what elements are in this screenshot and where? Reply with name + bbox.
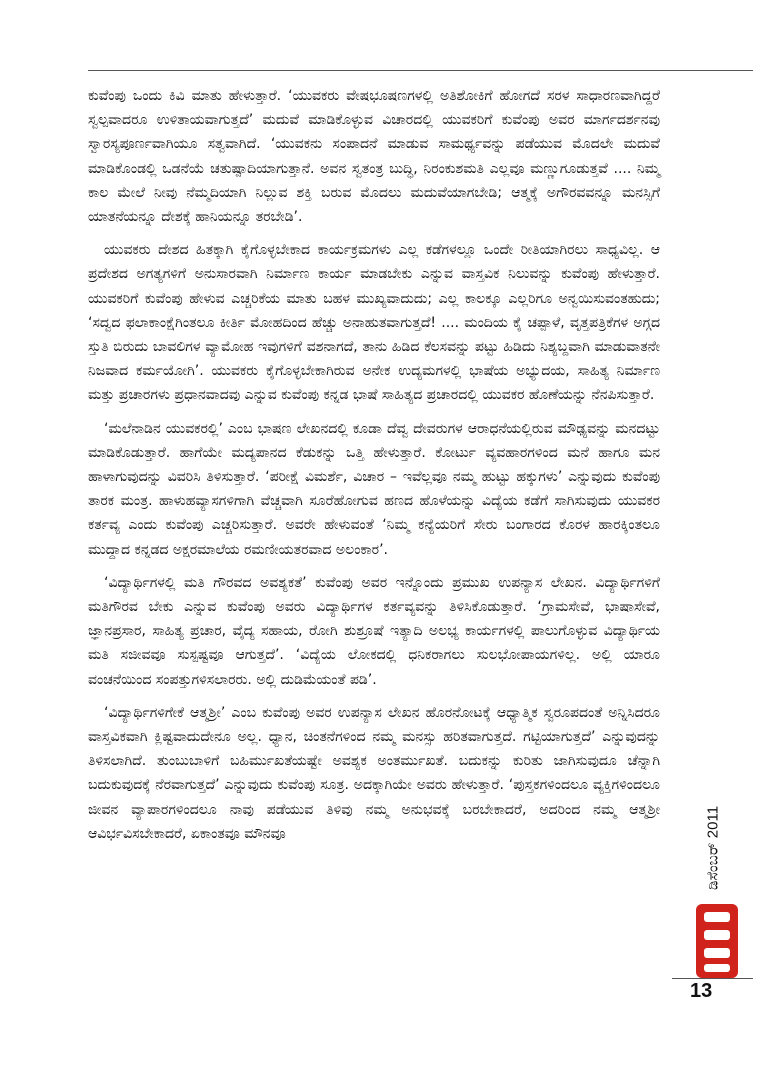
footer-rule — [672, 978, 753, 979]
paragraph-1: ಕುವೆಂಪು ಒಂದು ಕಿವಿ ಮಾತು ಹೇಳುತ್ತಾರೆ. ‘ಯುವಕರು ವೇಷಭೂಷಣಗಳಲ್ಲಿ ಅತಿಶೋಕಿಗೆ ಹೋಗದೆ ಸರಳ ಸಾಧಾರಣವಾಗಿದ್ದರೆ ಸ್ವಲ್ಪವಾದರೂ ಉಳಿತಾಯವಾಗುತ್ತದೆ’ ಮದುವೆ ಮಾಡಿಕೊಳ್ಳುವ ವಿಚಾರದಲ್ಲಿ ಯುವಕರಿಗೆ ಕುವೆಂಪು ಅವರ ಮಾರ್ಗದರ್ಶನವು ಸ್ವಾರಸ್ಯಪೂರ್ಣವಾಗಿಯೂ ಸತ್ವವಾಗಿದೆ. ‘ಯುವಕನು ಸಂಪಾದನೆ ಮಾಡುವ ಸಾಮರ್ಥ್ಯವನ್ನು ಪಡೆಯುವ ಮೊದಲೇ ಮದುವೆ ಮಾಡಿಕೊಂಡಲ್ಲಿ ಒಡನೆಯೆ ಚತುಷ್ಪಾದಿಯಾಗುತ್ತಾನೆ. ಅವನ ಸ್ವತಂತ್ರ ಬುದ್ಧಿ, ನಿರಂಕುಶಮತಿ ಎಲ್ಲವೂ ಮಣ್ಣುಗೂಡುತ್ತವೆ .... ನಿಮ್ಮ ಕಾಲ ಮೇಲೆ ನೀವು ನೆಮ್ಮದಿಯಾಗಿ ನಿಲ್ಲುವ ಶಕ್ತಿ ಬರುವ ಮೊದಲು ಮದುವೆಯಾಗಬೇಡಿ; ಆತ್ಮಕ್ಕೆ ಅಗೌರವವನ್ನೂ ಮನಸ್ಸಿಗೆ ಯಾತನೆಯನ್ನೂ ದೇಶಕ್ಕೆ ಹಾನಿಯನ್ನೂ ತರಬೇಡಿ’. — [88, 88, 660, 226]
masthead-logo-icon — [688, 902, 746, 982]
article-body — [88, 84, 660, 855]
issue-date: ಡಿಸೆಂಬರ್ 2011 — [704, 805, 722, 890]
masthead-logo — [688, 902, 746, 982]
masthead-text: ಮಯೂರ — [702, 939, 732, 949]
paragraph-5: ‘ವಿದ್ಯಾರ್ಥಿಗಳಿಗೇಕೆ ಆತ್ಮಶ್ರೀ’ ಎಂಬ ಕುವೆಂಪು ಅವರ ಉಪನ್ಯಾಸ ಲೇಖನ ಹೊರನೋಟಕ್ಕೆ ಆಧ್ಯಾತ್ಮಿಕ ಸ್ವರೂಪದಂತೆ ಅನ್ನಿಸಿದರೂ ವಾಸ್ತವಿಕವಾಗಿ ಕ್ಲಿಷ್ಟವಾದುದೇನೂ ಅಲ್ಲ. ಧ್ಯಾನ, ಚಿಂತನೆಗಳಿಂದ ನಮ್ಮ ಮನಸ್ಸು ಹರಿತವಾಗುತ್ತದೆ. ಗಟ್ಟಿಯಾಗುತ್ತದೆ’ ಎನ್ನುವುದನ್ನು ತಿಳಿಸಲಾಗಿದೆ. ತುಂಬುಬಾಳಿಗೆ ಬಹಿರ್ಮುಖತೆಯಷ್ಟೇ ಅವಶ್ಯಕ ಅಂತರ್ಮುಖತೆ. ಬದುಕನ್ನು ಕುರಿತು ಜಾಗಿಸುವುದೂ ಚೆನ್ನಾಗಿ ಬದುಕುವುದಕ್ಕೆ ನೆರವಾಗುತ್ತದೆ’ ಎನ್ನುವುದು ಕುವೆಂಪು ಸೂತ್ರ. ಅದಕ್ಕಾಗಿಯೇ ಅವರು ಹೇಳುತ್ತಾರೆ. ‘ಪುಸ್ತಕಗಳಿಂದಲೂ ವ್ಯಕ್ತಿಗಳಿಂದಲೂ ಜೀವನ ವ್ಯಾಪಾರಗಳಿಂದಲೂ ನಾವು ಪಡೆಯುವ ತಿಳಿವು ನಮ್ಮ ಅನುಭವಕ್ಕೆ ಬರಬೇಕಾದರೆ, ಅದರಿಂದ ನಮ್ಮ ಆತ್ಮಶ್ರೀ ಆವಿರ್ಭವಿಸಬೇಕಾದರೆ, ಏಕಾಂತವೂ ಮೌನವೂ — [88, 704, 660, 842]
paragraph-3: ‘ಮಲೆನಾಡಿನ ಯುವಕರಲ್ಲಿ’ ಎಂಬ ಭಾಷಣ ಲೇಖನದಲ್ಲಿ ಕೂಡಾ ದೆವ್ವ ದೇವರುಗಳ ಆರಾಧನೆಯಲ್ಲಿರುವ ಮೌಢ್ಯವನ್ನು ಮನದಟ್ಟು ಮಾಡಿಕೊಡುತ್ತಾರೆ. ಹಾಗೆಯೇ ಮದ್ಯಪಾನದ ಕೆಡುಕನ್ನು ಒತ್ತಿ ಹೇಳುತ್ತಾರೆ. ಕೋರ್ಟು ವ್ಯವಹಾರಗಳಿಂದ ಮನೆ ಹಾಗೂ ಮನ ಹಾಳಾಗುವುದನ್ನು ವಿವರಿಸಿ ತಿಳಿಸುತ್ತಾರೆ. ‘ಪರೀಕ್ಷೆ ವಿಮರ್ಶೆ, ವಿಚಾರ – ಇವೆಲ್ಲವೂ ನಮ್ಮ ಹುಟ್ಟು ಹಕ್ಕುಗಳು’ ಎನ್ನುವುದು ಕುವೆಂಪು ತಾರಕ ಮಂತ್ರ. ಹಾಳುಹವ್ಯಾಸಗಳಿಗಾಗಿ ವೆಚ್ಚವಾಗಿ ಸೂರೆಹೋಗುವ ಹಣದ ಹೊಳೆಯನ್ನು ವಿದ್ಯೆಯ ಕಡೆಗೆ ಸಾಗಿಸುವುದು ಯುವಕರ ಕರ್ತವ್ಯ ಎಂದು ಕುವೆಂಪು ಎಚ್ಚರಿಸುತ್ತಾರೆ. ಅವರೇ ಹೇಳುವಂತೆ ‘ನಿಮ್ಮ ಕನ್ಯೆಯರಿಗೆ ಸೇರು ಬಂಗಾರದ ಕೊರಳ ಹಾರಕ್ಕಿಂತಲೂ ಮುದ್ದಾದ ಕನ್ನಡದ ಅಕ್ಷರಮಾಲೆಯ ರಮಣೀಯತರವಾದ ಅಲಂಕಾರ’. — [88, 420, 660, 558]
paragraph-4: ‘ವಿದ್ಯಾರ್ಥಿಗಳಲ್ಲಿ ಮತಿ ಗೌರವದ ಅವಶ್ಯಕತೆ’ ಕುವೆಂಪು ಅವರ ಇನ್ನೊಂದು ಪ್ರಮುಖ ಉಪನ್ಯಾಸ ಲೇಖನ. ವಿದ್ಯಾರ್ಥಿಗಳಿಗೆ ಮತಿಗೌರವ ಬೇಕು ಎನ್ನುವ ಕುವೆಂಪು ಅವರು ವಿದ್ಯಾರ್ಥಿಗಳ ಕರ್ತವ್ಯವನ್ನು ತಿಳಿಸಿಕೊಡುತ್ತಾರೆ. ‘ಗ್ರಾಮಸೇವೆ, ಭಾಷಾಸೇವೆ, ಜ್ಞಾನಪ್ರಸಾರ, ಸಾಹಿತ್ಯ ಪ್ರಚಾರ, ವೈದ್ಯ ಸಹಾಯ, ರೋಗಿ ಶುಶ್ರೂಷೆ ಇತ್ಯಾದಿ ಅಲಭ್ಯ ಕಾರ್ಯಗಳಲ್ಲಿ ಪಾಲುಗೊಳ್ಳುವ ವಿದ್ಯಾರ್ಥಿಯ ಮತಿ ಸಜೀವವೂ ಸುಸ್ಪಷ್ಟವೂ ಆಗುತ್ತದೆ’. ‘ವಿದ್ಯೆಯ ಲೋಕದಲ್ಲಿ ಧನಿಕರಾಗಲು ಸುಲಭೋಪಾಯಗಳಿಲ್ಲ. ಅಲ್ಲಿ ಯಾರೂ ವಂಚನೆಯಿಂದ ಸಂಪತ್ತುಗಳಿಸಲಾರರು. ಅಲ್ಲಿ ದುಡಿಮೆಯಂತೆ ಪಡಿ’. — [88, 574, 660, 688]
paragraph-2: ಯುವಕರು ದೇಶದ ಹಿತಕ್ಕಾಗಿ ಕೈಗೊಳ್ಳಬೇಕಾದ ಕಾರ್ಯಕ್ರಮಗಳು ಎಲ್ಲ ಕಡೆಗಳಲ್ಲೂ ಒಂದೇ ರೀತಿಯಾಗಿರಲು ಸಾಧ್ಯವಿಲ್ಲ. ಆ ಪ್ರದೇಶದ ಅಗತ್ಯಗಳಿಗೆ ಅನುಸಾರವಾಗಿ ನಿರ್ಮಾಣ ಕಾರ್ಯ ಮಾಡಬೇಕು ಎನ್ನುವ ವಾಸ್ತವಿಕ ನಿಲುವನ್ನು ಕುವೆಂಪು ಹೇಳುತ್ತಾರೆ. ಯುವಕರಿಗೆ ಕುವೆಂಪು ಹೇಳುವ ಎಚ್ಚರಿಕೆಯ ಮಾತು ಬಹಳ ಮುಖ್ಯವಾದುದು; ಎಲ್ಲ ಕಾಲಕ್ಕೂ ಎಲ್ಲರಿಗೂ ಅನ್ವಯಿಸುವಂತಹುದು; ‘ಸದ್ವದ ಫಲಾಕಾಂಕ್ಷೆಗಿಂತಲೂ ಕೀರ್ತಿ ಮೋಹದಿಂದ ಹೆಚ್ಚು ಅನಾಹುತವಾಗುತ್ತದೆ! .... ಮಂದಿಯ ಕೈ ಚಪ್ಪಾಳೆ, ವೃತ್ತಪತ್ರಿಕೆಗಳ ಅಗ್ಗದ ಸ್ತುತಿ ಬಿರುದು ಬಾವಲಿಗಳ ವ್ಯಾಮೋಹ ಇವುಗಳಿಗೆ ವಶನಾಗದೆ, ತಾನು ಹಿಡಿದ ಕೆಲಸವನ್ನು ಪಟ್ಟು ಹಿಡಿದು ನಿಶ್ಯಬ್ದವಾಗಿ ಮಾಡುವಾತನೇ ನಿಜವಾದ ಕರ್ಮಯೋಗಿ’. ಯುವಕರು ಕೈಗೊಳ್ಳಬೇಕಾಗಿರುವ ಅನೇಕ ಉದ್ಯಮಗಳಲ್ಲಿ ಭಾಷೆಯ ಅಭ್ಯುದಯ, ಸಾಹಿತ್ಯ ನಿರ್ಮಾಣ ಮತ್ತು ಪ್ರಚಾರಗಳು ಪ್ರಧಾನವಾದವು ಎನ್ನುವ ಕುವೆಂಪು ಕನ್ನಡ ಭಾಷೆ ಸಾಹಿತ್ಯದ ಪ್ರಚಾರದಲ್ಲಿ ಯುವಕರ ಹೊಣೆಯನ್ನು ನೆನಪಿಸುತ್ತಾರೆ. — [88, 242, 660, 404]
page-number: 13 — [690, 980, 713, 1002]
top-rule — [88, 70, 753, 71]
